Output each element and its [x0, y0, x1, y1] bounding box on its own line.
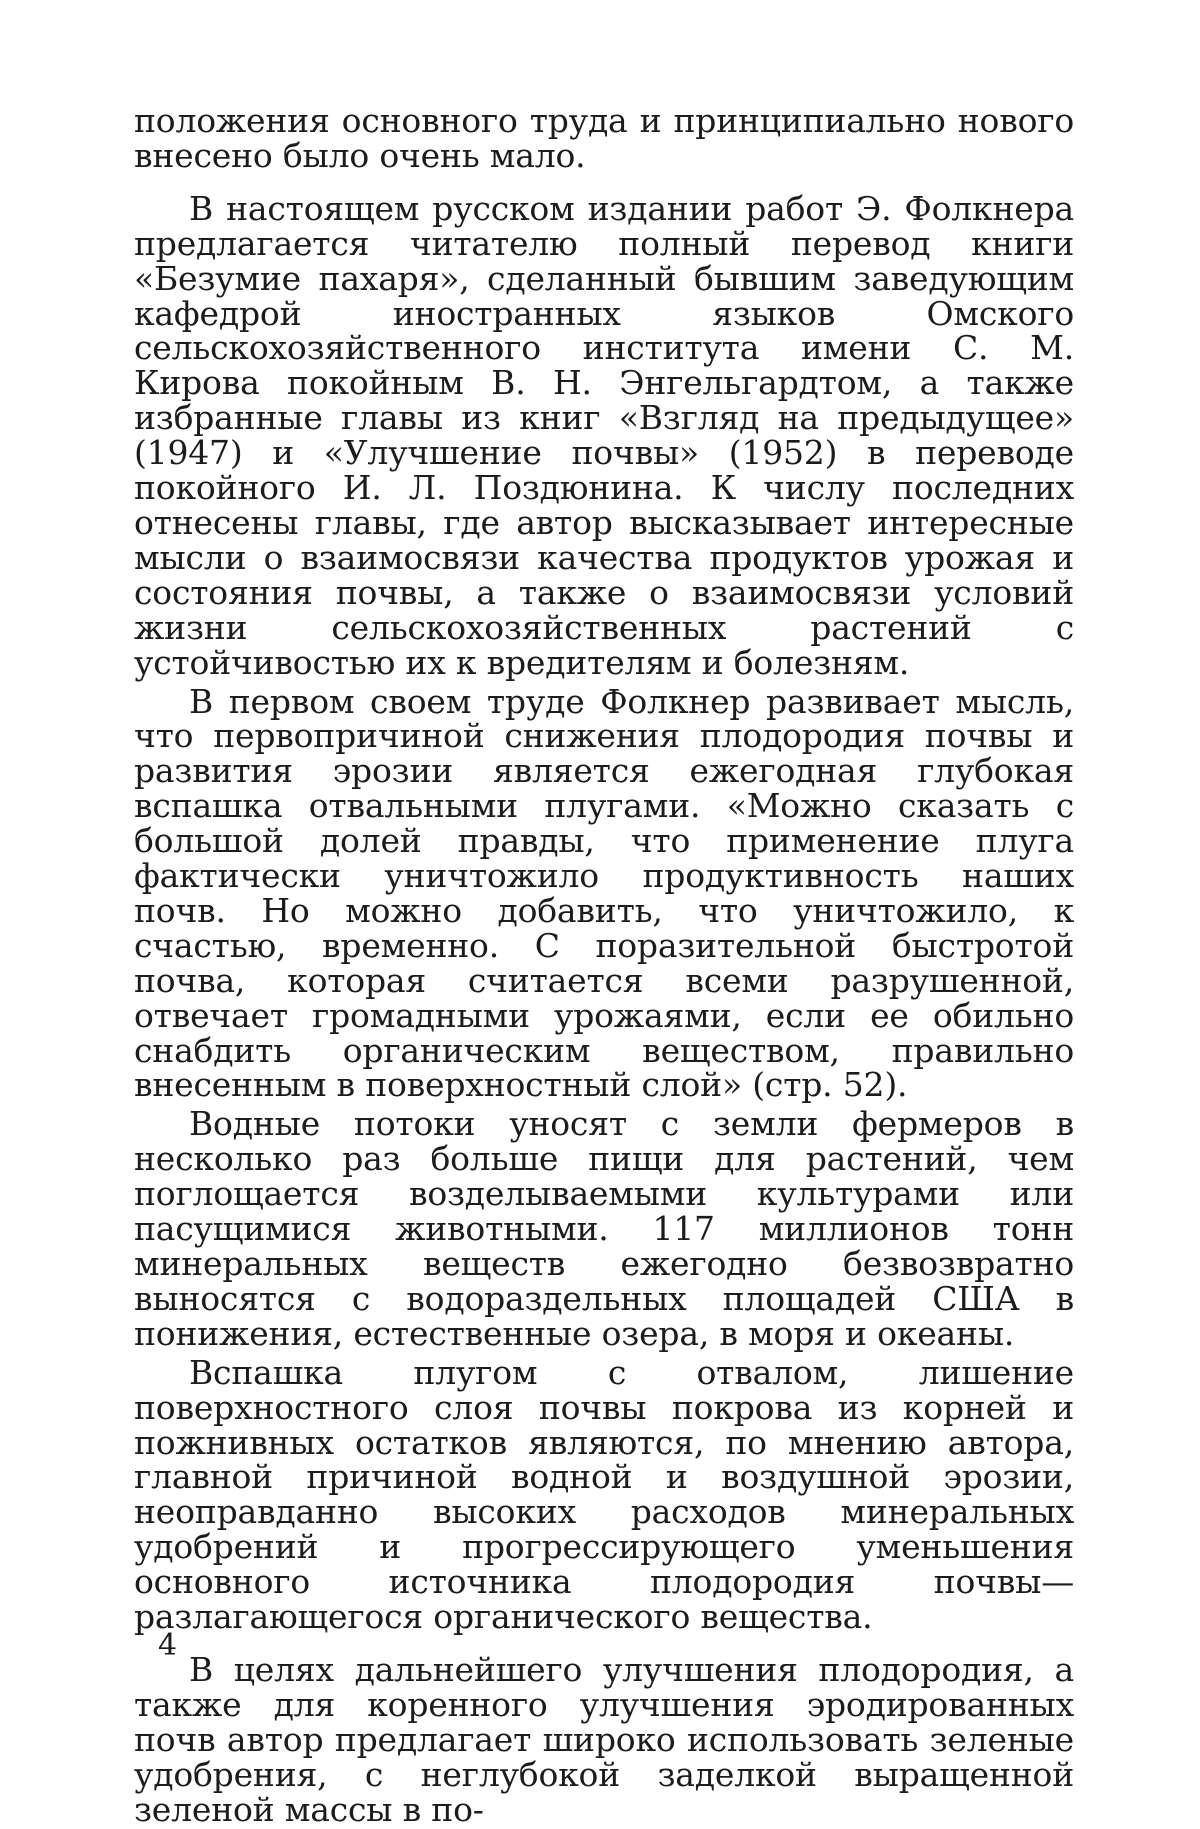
page-number: 4	[158, 1628, 178, 1663]
paragraph-green-manure: В целях дальнейшего улучшения плодородия, а также для коренного улучшения эродированных почв автор предлагает широко использовать зеленые удобрения, с неглубокой заделкой выращенной зеленой массы в по-	[134, 1649, 1074, 1829]
page-body	[134, 101, 1074, 1829]
paragraph-water-erosion: Водные потоки уносят с земли фермеров в несколько раз больше пищи для растений, чем поглощается возделываемыми культурами или пасущимися животными. 117 миллионов тонн минеральных веществ ежегодно безвозвратно выносятся с водораздельных площадей США в понижения, естественные озера, в моря и океаны.	[134, 1104, 1074, 1353]
paragraph-russian-edition: В настоящем русском издании работ Э. Фолкнера предлагается читателю полный перевод книги «Безумие пахаря», сделанный бывшим заведующим кафедрой иностранных языков Омского сельскохозяйственного института имени С. М. Кирова покойным В. Н. Энгельгардтом, а также избранные главы из книг «Взгляд на предыдущее» (1947) и «Улучшение почвы» (1952) в переводе покойного И. Л. Поздюнина. К числу последних отнесены главы, где автор высказывает интересные мысли о взаимосвязи качества продуктов урожая и состояния почвы, а также о взаимосвязи условий жизни сельскохозяйственных растений с устойчивостью их к вредителям и болезням.	[134, 188, 1074, 682]
paragraph-first-work: В первом своем труде Фолкнер развивает мысль, что первопричиной снижения плодородия почвы и развития эрозии является ежегодная глубокая вспашка отвальными плугами. «Можно сказать с большой долей правды, что применение плуга фактически уничтожило продуктивность наших почв. Но можно добавить, что уничтожило, к счастью, временно. С поразительной быстротой почва, которая считается всеми разрушенной, отвечает громадными урожаями, если ее обильно снабдить органическим веществом, правильно внесенным в поверхностный слой» (стр. 52).	[134, 681, 1074, 1105]
paragraph-continuation: положения основного труда и принципиально нового внесено было очень мало.	[134, 101, 1074, 175]
paragraph-plowing: Вспашка плугом с отвалом, лишение поверхностного слоя почвы покрова из корней и пожнивных остатков являются, по мнению автора, главной причиной водной и воздушной эрозии, неоправданно высоких расходов минеральных удобрений и прогрессирующего уменьшения основного источника плодородия почвы—разлагающегося органического вещества.	[134, 1352, 1074, 1637]
